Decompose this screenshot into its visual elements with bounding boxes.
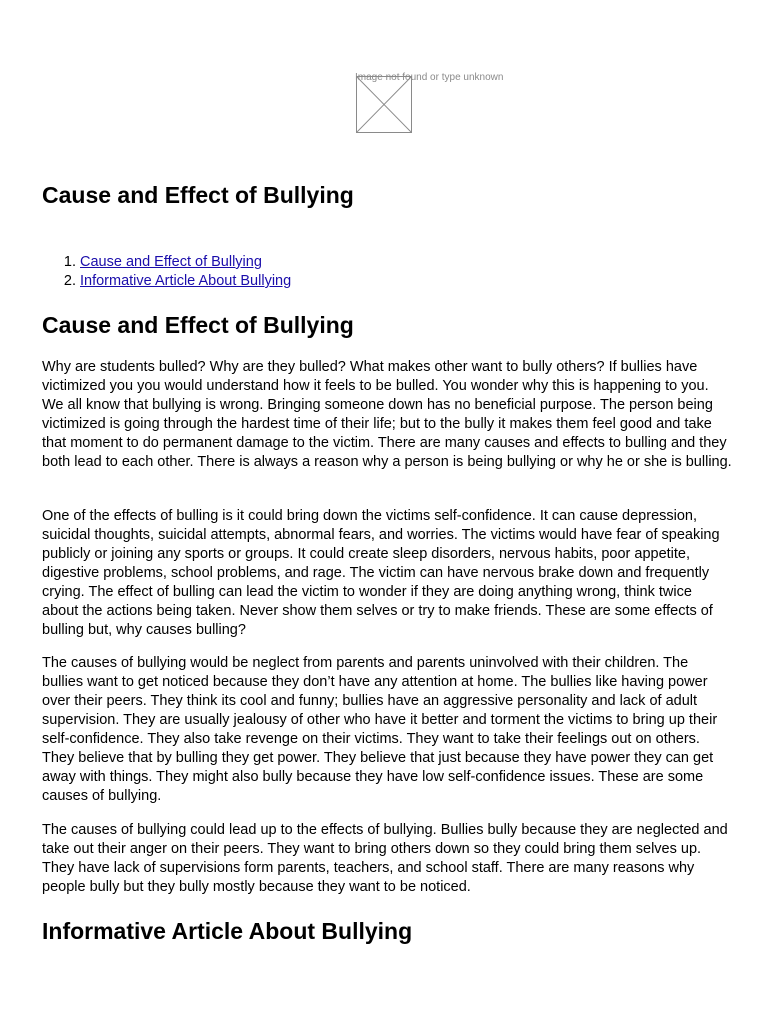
toc-item: [80, 253, 291, 272]
section-heading-cause-and-effect: Cause and Effect of Bullying: [42, 312, 354, 338]
page-title: Cause and Effect of Bullying: [42, 182, 354, 208]
broken-image-alt-text: Image not found or type unknown: [355, 72, 504, 83]
toc-item: [80, 272, 291, 291]
broken-image-icon: [356, 76, 412, 133]
paragraph-1: Why are students bulled? Why are they bulled? What makes other want to bully others? If bullies have victimized you you would understand how it feels to be bulled. You wonder why this is happening to you. We all know that bullying is wrong. Bringing someone down has no beneficial purpose. The person being victimized is going through the hardest time of their life; but to the bully it makes them feel good and take that moment to do permanent damage to the victim. There are many causes and effects to bulling and they both lead to each other. There is always a reason why a person is being bullying or why he or she is bulling.: [42, 359, 732, 470]
toc-link-informative-article[interactable]: Informative Article About Bullying: [80, 273, 292, 289]
paragraph-3: The causes of bullying would be neglect from parents and parents uninvolved with their children. The bullies want to get noticed because they don’t have any attention at home. The bullies like having power over their peers. They think its cool and funny; bullies have an aggressive personality and lack of adult supervision. They are usually jealousy of other who have it better and torment the victims to bring up their self-confidence. They also take revenge on their victims. They want to take their feelings out on others. They believe that by bulling they get power. They believe that just because they have power they can get away with things. They might also bully because they have low self-confidence issues. These are some causes of bullying.: [42, 655, 718, 804]
table-of-contents: [42, 253, 291, 291]
section-heading-informative-article: Informative Article About Bullying: [42, 918, 413, 944]
toc-link-cause-and-effect[interactable]: Cause and Effect of Bullying: [80, 254, 262, 270]
paragraph-2: One of the effects of bulling is it could bring down the victims self-confidence. It can cause depression, suicidal thoughts, suicidal attempts, abnormal fears, and worries. The victims would have fear of speaking publicly or joining any sports or groups. It could create sleep disorders, nervous habits, poor appetite, digestive problems, school problems, and rage. The victim can have nervous brake down and frequently crying. The effect of bulling can lead the victim to wonder if they are doing anything wrong, think twice about the actions being taken. Never show them selves or try to make friends. These are some effects of bulling but, why causes bulling?: [42, 508, 720, 638]
broken-image-cross: [357, 77, 411, 132]
paragraph-4: The causes of bullying could lead up to the effects of bullying. Bullies bully because they are neglected and take out their anger on their peers. They want to bring others down so they could bring them selves up. They have lack of supervisions form parents, teachers, and school staff. There are many reasons why people bully but they bully mostly because they want to be noticed.: [42, 822, 728, 895]
